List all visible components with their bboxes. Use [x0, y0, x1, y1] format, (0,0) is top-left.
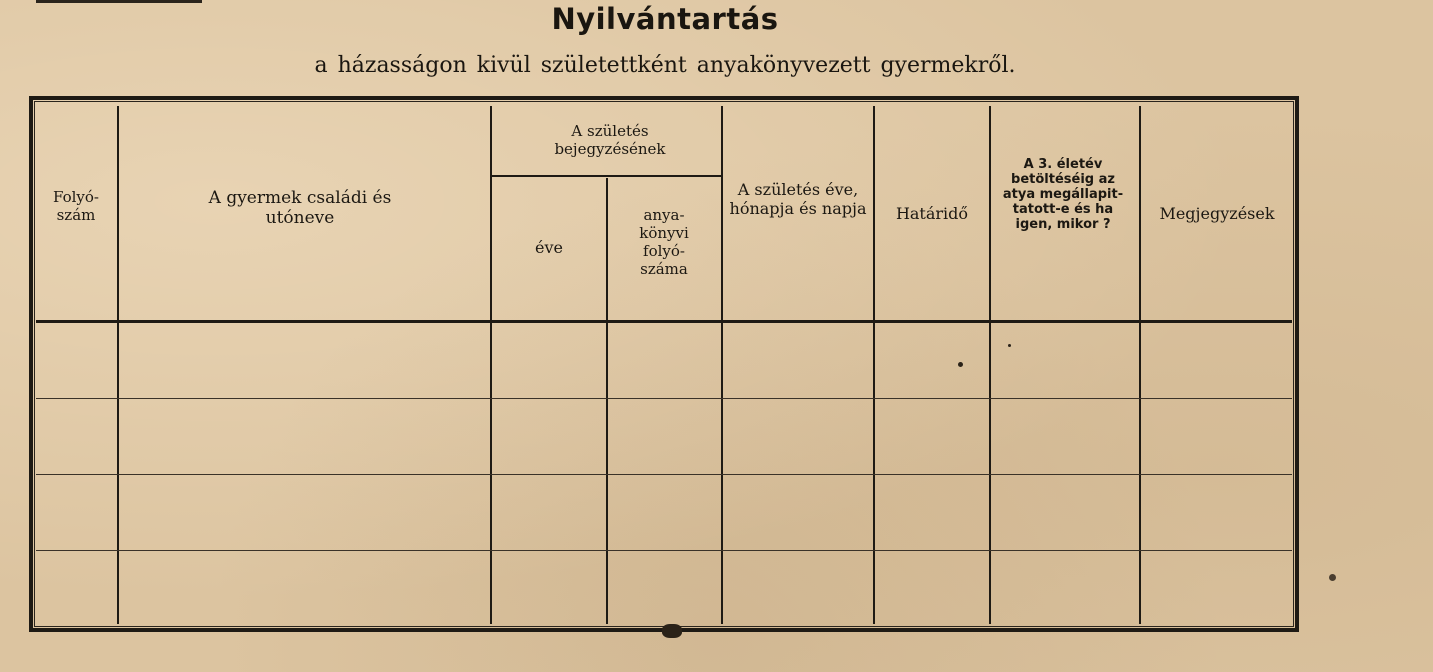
header-megjegyzesek: Megjegyzések [1159, 204, 1275, 223]
header-anyakonyvi-folyoszama: anya- könyvi folyó- száma [639, 206, 689, 278]
row-divider [36, 550, 1292, 551]
paper-speck [1329, 574, 1336, 581]
header-atya-megallapitas: A 3. életév betöltéséig az atya megállapit- tatott-e és ha igen, mikor ? [1002, 157, 1124, 232]
header-hatarido: Határidő [895, 204, 969, 223]
paper-speck [662, 624, 682, 638]
column-divider [873, 106, 875, 624]
header-bottom-line [36, 320, 1292, 323]
paper-speck [958, 362, 963, 367]
paper-speck [1008, 344, 1011, 347]
header-szuletes-bejegyzes: A születés bejegyzésének [554, 122, 666, 158]
header-szuletes-datum: A születés éve, hónapja és napja [729, 180, 867, 219]
column-divider [721, 106, 723, 624]
column-divider [606, 178, 608, 624]
page-title: Nyilvántartás [551, 2, 779, 36]
header-subdivider [492, 175, 721, 177]
column-divider [1139, 106, 1141, 624]
column-divider [117, 106, 119, 624]
column-divider [989, 106, 991, 624]
header-eve: éve [535, 238, 563, 257]
column-divider [490, 106, 492, 624]
page-subtitle: a házasságon kivül születettként anyakönyvezett gyermekről. [314, 53, 1016, 78]
header-folyoszam: Folyó- szám [53, 188, 99, 224]
row-divider [36, 398, 1292, 399]
row-divider [36, 474, 1292, 475]
header-gyermek-neve: A gyermek családi és utóneve [208, 188, 392, 229]
